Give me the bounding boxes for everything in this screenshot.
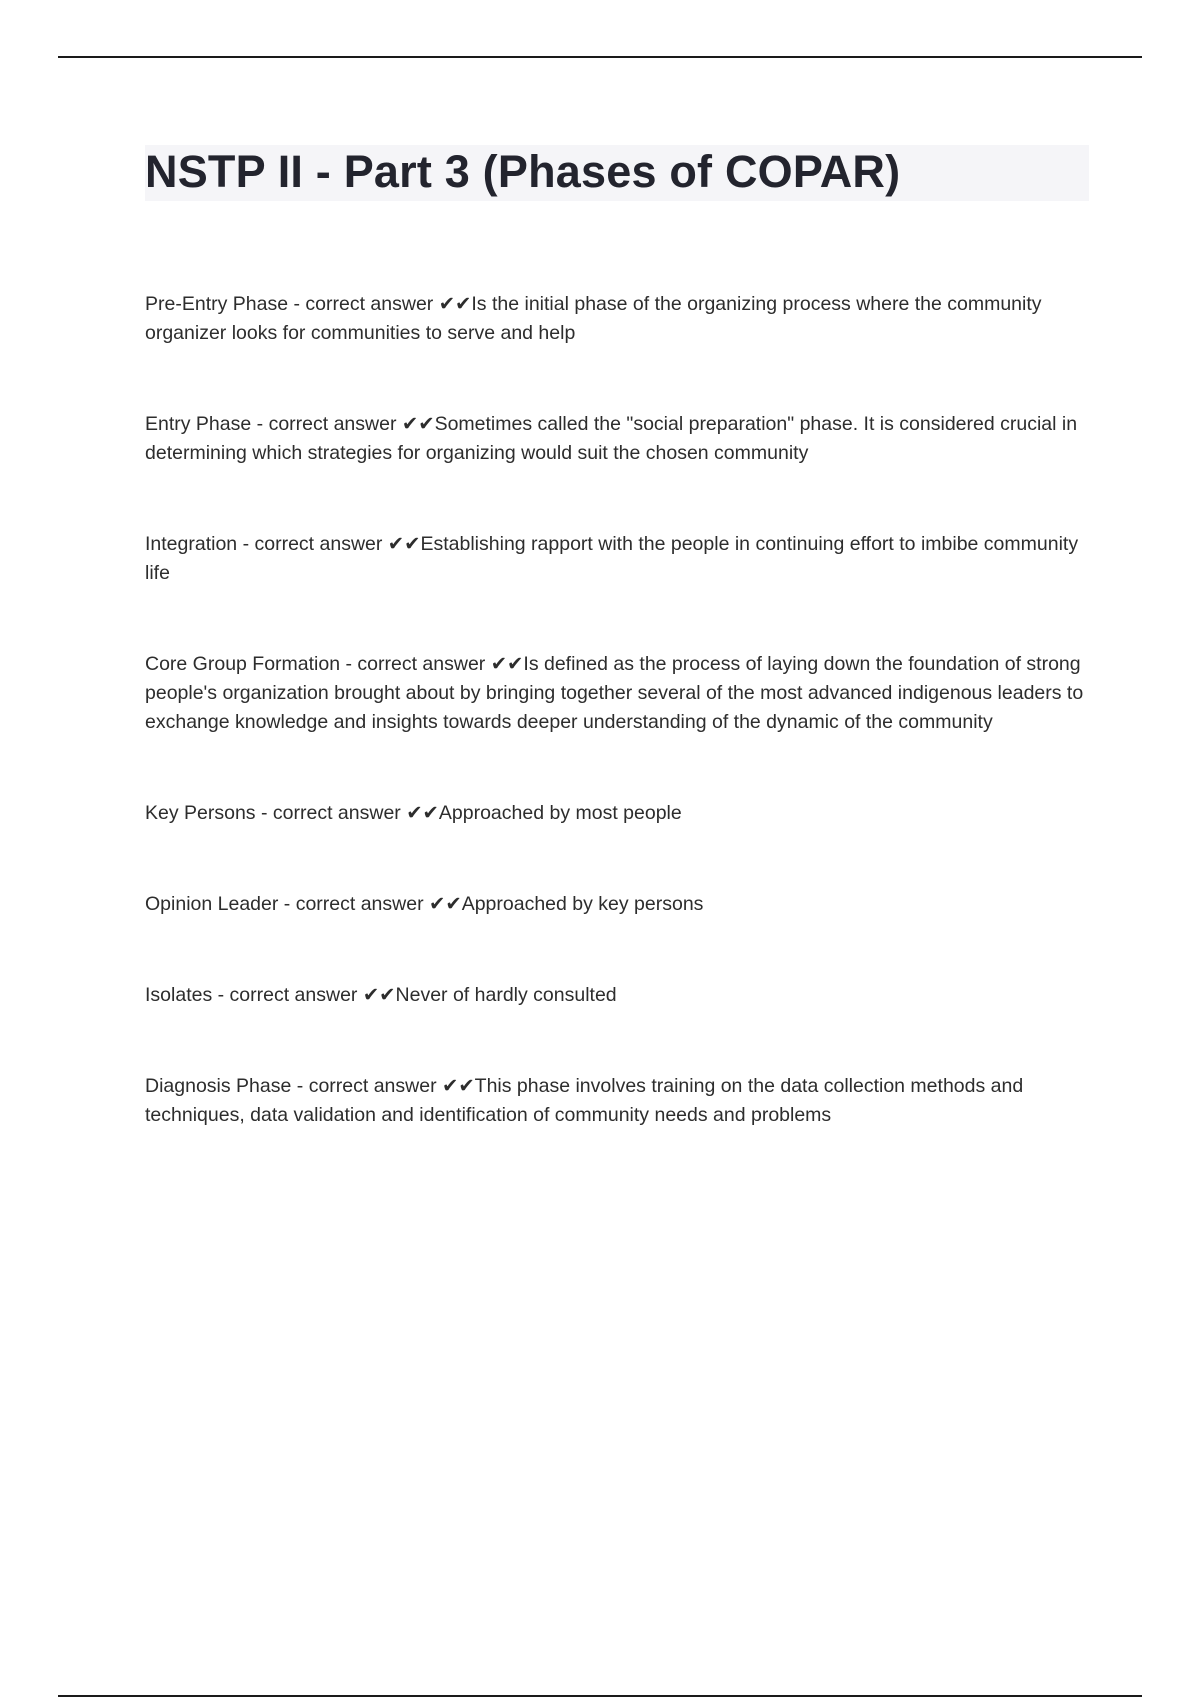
check-marks-icon: ✔✔	[406, 802, 439, 824]
entry-term: Key Persons	[145, 802, 256, 824]
answer-label: correct answer	[308, 1075, 437, 1097]
entry-term: Diagnosis Phase	[145, 1075, 292, 1097]
qa-entry: Entry Phase - correct answer ✔✔Sometimes called the "social preparation" phase. It is considered crucial in determining which strategies for organizing would suit the chosen community	[145, 413, 1078, 464]
check-marks-icon: ✔✔	[441, 1075, 475, 1097]
check-marks-icon: ✔✔	[387, 533, 421, 555]
check-marks-icon: ✔✔	[429, 893, 462, 915]
entry-term: Opinion Leader	[145, 893, 279, 915]
entry-term: Entry Phase	[145, 413, 252, 435]
check-marks-icon: ✔✔	[490, 653, 524, 675]
bottom-rule	[58, 1695, 1142, 1697]
qa-list	[145, 290, 1095, 1192]
answer-label: correct answer	[295, 893, 424, 915]
check-marks-icon: ✔✔	[362, 984, 396, 1006]
entry-term: Integration	[145, 533, 238, 555]
entry-definition: Is defined as the process of laying down the foundation of strong people's organization brought about by bringing together several of the most advanced indigenous leaders to exchange knowledge and insights towards deeper understanding of the dynamic of the community	[145, 653, 1084, 733]
entry-term: Pre-Entry Phase	[145, 293, 289, 315]
entry-term: Core Group Formation	[145, 653, 341, 675]
qa-entry: Key Persons - correct answer ✔✔Approached by most people	[145, 802, 682, 824]
answer-label: correct answer	[268, 413, 397, 435]
entry-term: Isolates	[145, 984, 213, 1006]
page-title: NSTP II - Part 3 (Phases of COPAR)	[145, 146, 901, 197]
entry-definition: Is the initial phase of the organizing process where the community organizer looks for communities to serve and help	[145, 293, 1042, 344]
entry-definition: Approached by key persons	[461, 893, 704, 915]
entry-definition: Sometimes called the "social preparation" phase. It is considered crucial in determining which strategies for organizing would suit the chosen community	[145, 413, 1078, 464]
top-rule	[58, 56, 1142, 58]
entry-definition: This phase involves training on the data collection methods and techniques, data validation and identification of community needs and problems	[145, 1075, 1024, 1126]
qa-entry: Isolates - correct answer ✔✔Never of hardly consulted	[145, 984, 617, 1006]
entry-definition: Approached by most people	[438, 802, 682, 824]
answer-label: correct answer	[357, 653, 486, 675]
qa-entry: Opinion Leader - correct answer ✔✔Approached by key persons	[145, 893, 704, 915]
check-marks-icon: ✔✔	[438, 293, 472, 315]
qa-entry: Core Group Formation - correct answer ✔✔Is defined as the process of laying down the foundation of strong people's organization brought about by bringing together several of the most advanced indigenous leaders to exchange knowledge and insights towards deeper understanding of the dynamic of the community	[145, 653, 1084, 733]
answer-label: correct answer	[272, 802, 401, 824]
entry-definition: Establishing rapport with the people in continuing effort to imbibe community life	[145, 533, 1079, 584]
answer-label: correct answer	[254, 533, 383, 555]
qa-entry: Pre-Entry Phase - correct answer ✔✔Is the initial phase of the organizing process where the community organizer looks for communities to serve and help	[145, 293, 1042, 344]
check-marks-icon: ✔✔	[401, 413, 435, 435]
entry-definition: Never of hardly consulted	[395, 984, 617, 1006]
answer-label: correct answer	[229, 984, 358, 1006]
qa-entry: Integration - correct answer ✔✔Establishing rapport with the people in continuing effort to imbibe community life	[145, 533, 1079, 584]
answer-label: correct answer	[305, 293, 434, 315]
qa-entry: Diagnosis Phase - correct answer ✔✔This phase involves training on the data collection methods and techniques, data validation and identification of community needs and problems	[145, 1075, 1024, 1126]
